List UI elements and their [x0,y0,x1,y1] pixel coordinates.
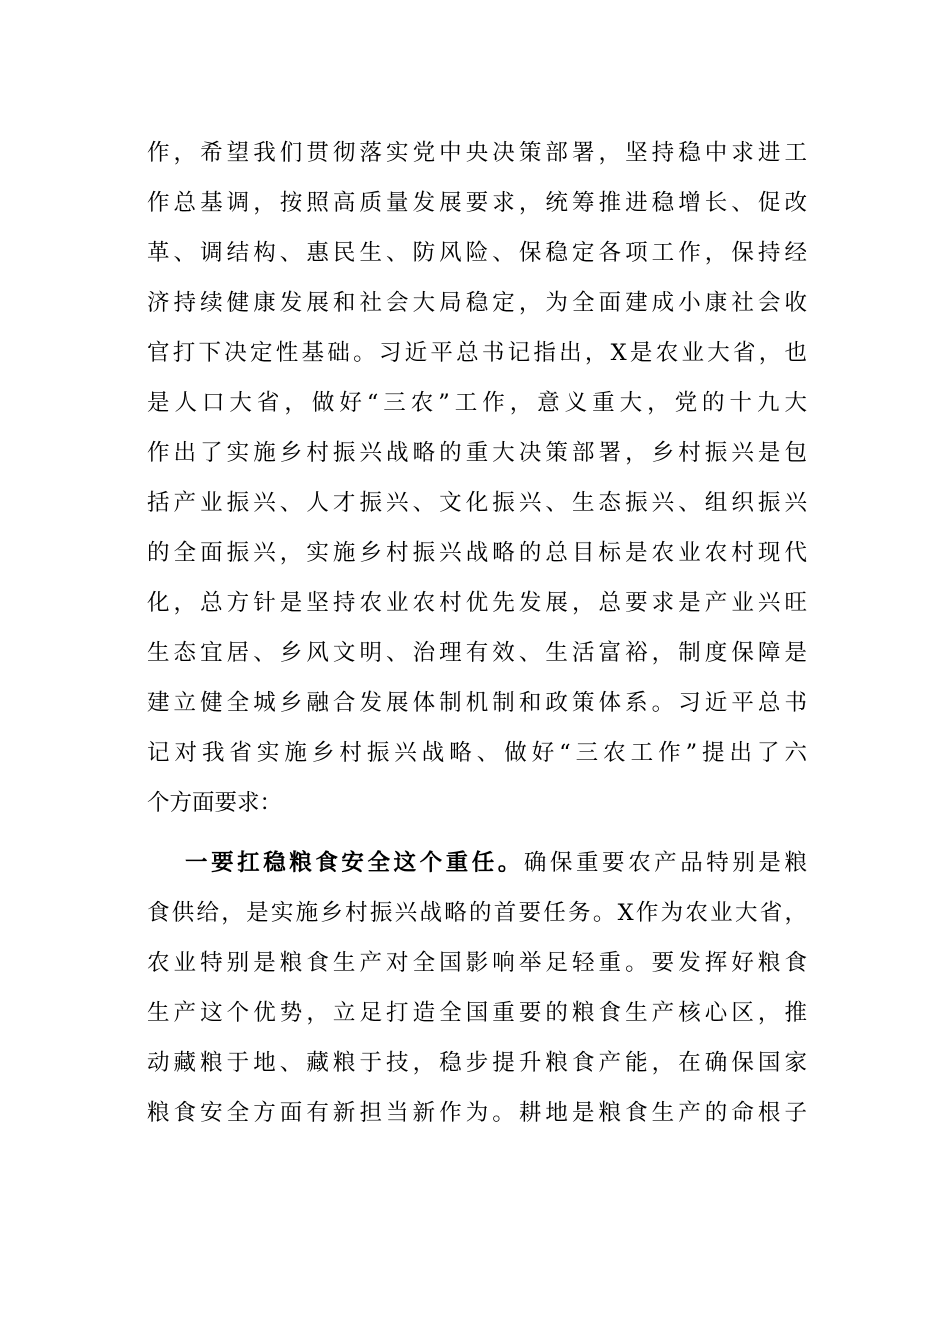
body-text-line: 建立健全城乡融合发展体制机制和政策体系。习近平总书 [147,690,807,716]
body-text-line: 记对我省实施乡村振兴战略、做好“三农工作”提出了六 [147,740,807,766]
section-heading: 一要扛稳粮食安全这个重任。 [185,850,524,876]
section-first-line [185,838,807,888]
body-text-line: 括产业振兴、人才振兴、文化振兴、生态振兴、组织振兴 [147,490,807,516]
body-text-line: 粮食安全方面有新担当新作为。耕地是粮食生产的命根子 [147,1100,807,1126]
body-text-line: 作出了实施乡村振兴战略的重大决策部署，乡村振兴是包 [147,440,807,466]
body-text-line: 济持续健康发展和社会大局稳定，为全面建成小康社会收 [147,290,807,316]
body-text-line: 农业特别是粮食生产对全国影响举足轻重。要发挥好粮食 [147,950,807,976]
body-text-line: 化，总方针是坚持农业农村优先发展，总要求是产业兴旺 [147,590,807,616]
body-text-line: 是人口大省，做好“三农”工作，意义重大，党的十九大 [147,390,807,416]
body-text-line: 个方面要求： [147,790,283,816]
body-text-line: 动藏粮于地、藏粮于技，稳步提升粮食产能，在确保国家 [147,1050,807,1076]
body-text-line: 生产这个优势，立足打造全国重要的粮食生产核心区，推 [147,1000,807,1026]
body-text-line: 作总基调，按照高质量发展要求，统筹推进稳增长、促改 [147,190,807,216]
body-text-line: 食供给，是实施乡村振兴战略的首要任务。X作为农业大省， [147,900,807,926]
body-text-line: 官打下决定性基础。习近平总书记指出，X是农业大省，也 [147,340,807,366]
body-text-line: 的全面振兴，实施乡村振兴战略的总目标是农业农村现代 [147,540,807,566]
section-first-line-text: 确保重要农产品特别是粮 [523,850,807,876]
body-text-line: 生态宜居、乡风文明、治理有效、生活富裕，制度保障是 [147,640,807,666]
body-text-line: 作，希望我们贯彻落实党中央决策部署，坚持稳中求进工 [147,140,807,166]
body-text-line: 革、调结构、惠民生、防风险、保稳定各项工作，保持经 [147,240,807,266]
